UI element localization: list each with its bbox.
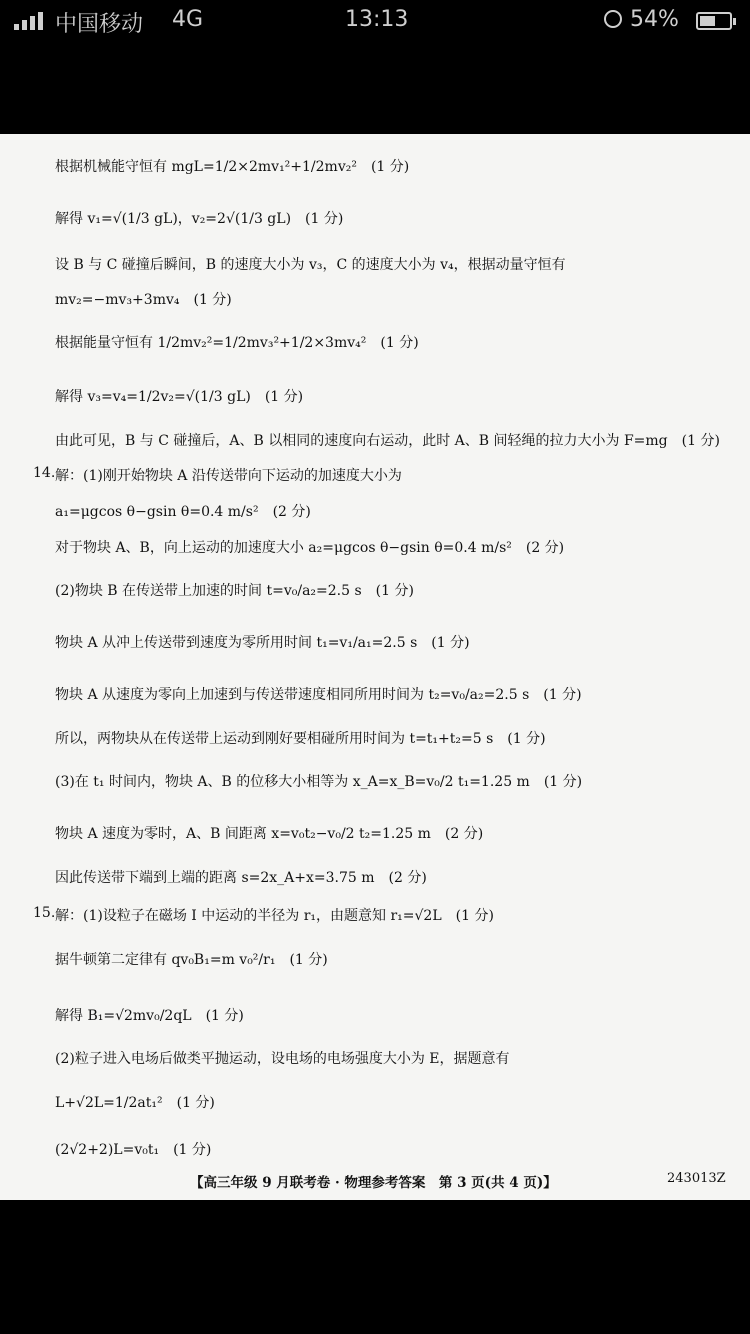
answer-line: (3)在 t₁ 时间内，物块 A、B 的位移大小相等为 x_A=x_B=v₀/2 t₁=1.25 m (1 分) [55, 774, 583, 790]
battery-percent: 54% [630, 7, 679, 32]
answer-line: 据牛顿第二定律有 qv₀B₁=m v₀²/r₁ (1 分) [55, 952, 328, 968]
document-page [0, 134, 750, 1200]
answer-line: 物块 A 速度为零时，A、B 间距离 x=v₀t₂−v₀/2 t₂=1.25 m (2 分) [55, 826, 484, 842]
answer-line: 物块 A 从速度为零向上加速到与传送带速度相同所用时间为 t₂=v₀/a₂=2.5 s (1 分) [55, 687, 582, 703]
answer-line: 解得 v₁=√(1/3 gL)，v₂=2√(1/3 gL) (1 分) [55, 211, 344, 227]
document-code: 243013Z [667, 1171, 726, 1186]
battery-icon [696, 12, 732, 30]
answer-line: 设 B 与 C 碰撞后瞬间，B 的速度大小为 v₃，C 的速度大小为 v₄，根据动量守恒有 [55, 257, 566, 273]
question-number: 15. [33, 905, 56, 921]
answer-line: 所以，两物块从在传送带上运动到刚好要相碰所用时间为 t=t₁+t₂=5 s (1 分) [55, 731, 546, 747]
answer-line: 解：(1)设粒子在磁场 Ⅰ 中运动的半径为 r₁，由题意知 r₁=√2L (1 分) [55, 908, 494, 924]
clock: 13:13 [345, 7, 409, 32]
question-number: 14. [33, 465, 56, 481]
signal-icon [14, 12, 43, 30]
answer-line: 根据机械能守恒有 mgL=1/2×2mv₁²+1/2mv₂² (1 分) [55, 159, 410, 175]
rotation-lock-icon [604, 10, 622, 28]
answer-line: 对于物块 A、B，向上运动的加速度大小 a₂=μgcos θ−gsin θ=0.4 m/s² (2 分) [55, 540, 565, 556]
answer-line: (2)物块 B 在传送带上加速的时间 t=v₀/a₂=2.5 s (1 分) [55, 583, 414, 599]
answer-line: 解得 v₃=v₄=1/2v₂=√(1/3 gL) (1 分) [55, 389, 304, 405]
network-type: 4G [172, 7, 204, 32]
page-footer: 【高三年级 9 月联考卷 · 物理参考答案 第 3 页(共 4 页)】 [190, 1175, 557, 1191]
answer-line: 物块 A 从冲上传送带到速度为零所用时间 t₁=v₁/a₁=2.5 s (1 分) [55, 635, 470, 651]
answer-line: 因此传送带下端到上端的距离 s=2x_A+x=3.75 m (2 分) [55, 870, 427, 886]
answer-line: 解：(1)刚开始物块 A 沿传送带向下运动的加速度大小为 [55, 468, 402, 484]
status-bar [0, 0, 750, 42]
answer-line: 由此可见，B 与 C 碰撞后，A、B 以相同的速度向右运动，此时 A、B 间轻绳的拉力大小为 F=mg (1 分) [55, 433, 720, 449]
answer-line: a₁=μgcos θ−gsin θ=0.4 m/s² (2 分) [55, 504, 311, 520]
carrier-name: 中国移动 [55, 12, 144, 37]
answer-line: mv₂=−mv₃+3mv₄ (1 分) [55, 292, 232, 308]
answer-line: (2)粒子进入电场后做类平抛运动，设电场的电场强度大小为 E，据题意有 [55, 1051, 510, 1067]
answer-line: 根据能量守恒有 1/2mv₂²=1/2mv₃²+1/2×3mv₄² (1 分) [55, 335, 419, 351]
answer-line: 解得 B₁=√2mv₀/2qL (1 分) [55, 1008, 244, 1024]
answer-line: L+√2L=1/2at₁² (1 分) [55, 1095, 215, 1111]
answer-line: (2√2+2)L=v₀t₁ (1 分) [55, 1142, 212, 1158]
